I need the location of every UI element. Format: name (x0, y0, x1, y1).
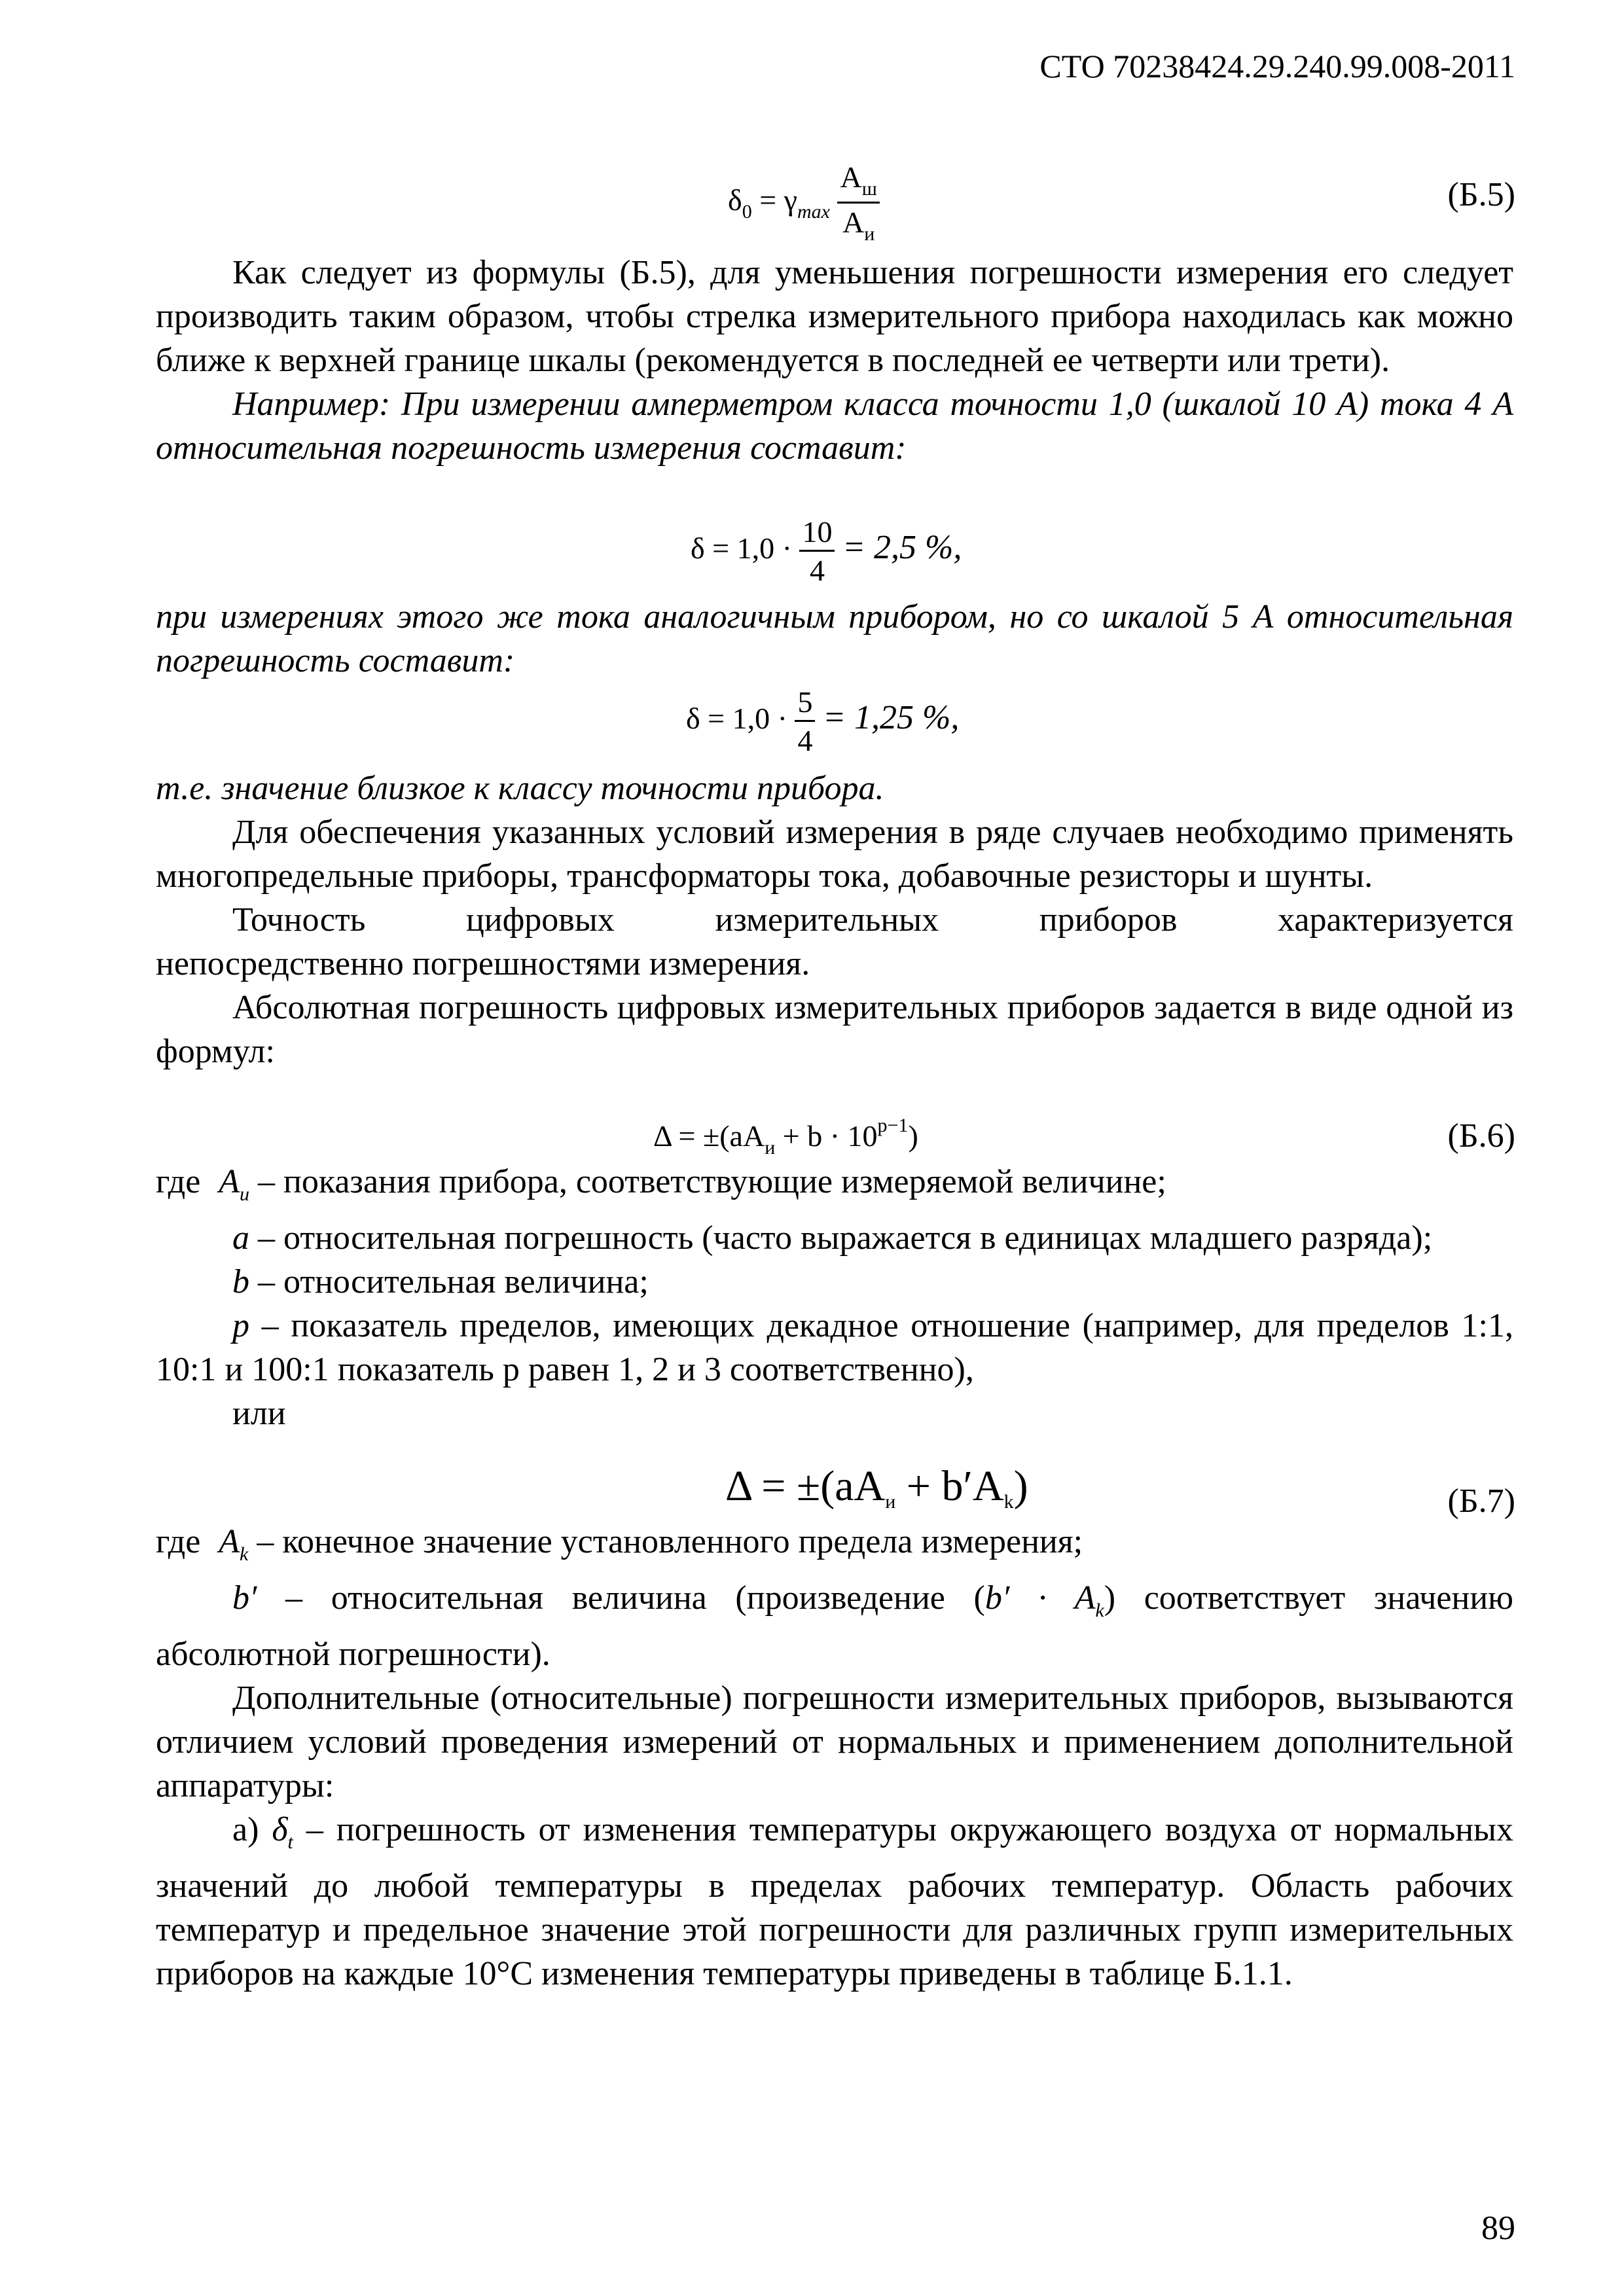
paragraph: Как следует из формулы (Б.5), для уменьшения погрешности измерения его следует производить таким образом, чтобы стрелка измерительного прибора находилась как можно ближе к верхней границе шкалы (рекомендуется в последней ее четверти или трети). (156, 254, 1513, 379)
paragraph-block-1 (156, 251, 1513, 470)
formula-b5: $\delta_0 = \gamma_{max}$ $\frac{А_ш}{А_и}$ (728, 162, 880, 244)
paragraph: Дополнительные (относительные) погрешности измерительных приборов, вызываются отличием условий проведения измерений от нормальных и применением дополнительной аппаратуры: (156, 1679, 1513, 1804)
equation-number-b7: (Б.7) (1447, 1482, 1515, 1520)
definitions-block-2 (156, 1520, 1513, 1996)
formula-b7: $\Delta = \pm(aA_и + b'A_k)$ (725, 1462, 1028, 1513)
paragraph-block-2 (156, 595, 1513, 683)
definition-a: a – относительная погрешность (часто выражается в единицах младшего разряда); (232, 1219, 1433, 1257)
formula-b6: $\Delta = \pm(aA_и + b \cdot 10^{p-1})$ (653, 1115, 918, 1158)
paragraph-temperature: а) $\delta_t$ – погрешность от изменения температуры окружающего воздуха от нормальных значений до любой температуры в пределах рабочих температур. Область рабочих температур и предельное значение этой погрешности для различных групп измерительных приборов на каждые 10°С изменения температуры приведены в таблице Б.1.1. (156, 1811, 1513, 1992)
fraction: $\frac{А_ш}{А_и}$ (837, 162, 879, 244)
paragraph-first-line: Точность цифровых измерительных приборов характеризуется (232, 901, 1513, 939)
or-word: или (232, 1395, 286, 1432)
example-paragraph: при измерениях этого же тока аналогичным прибором, но со шкалой 5 А относительная погрешность составит: (156, 598, 1513, 679)
definition-where: где $A_и$ – показания прибора, соответствующие измеряемой величине; (156, 1163, 1166, 1205)
definition-b-prime: b′ – относительная величина (произведение $(b' \cdot A_k)$ соответствует значению абсолютной погрешности). (156, 1579, 1513, 1673)
paragraph-continuation: непосредственно погрешностями измерения. (156, 945, 810, 982)
definition-p: p – показатель пределов, имеющих декадное отношение (например, для пределов 1:1, 10:1 и 100:1 показатель р равен 1, 2 и 3 соответственно), (156, 1307, 1513, 1388)
example-formula-1: δ = 1,0 · $\frac{10}{4}$ = 2,5 %, (691, 515, 962, 587)
example-paragraph: Например: При измерении амперметром класса точности 1,0 (шкалой 10 А) тока 4 А относительная погрешность измерения составит: (156, 386, 1513, 467)
equation-number-b5: (Б.5) (1447, 176, 1515, 213)
paragraph: Для обеспечения указанных условий измерения в ряде случаев необходимо применять многопредельные приборы, трансформаторы тока, добавочные резисторы и шунты. (156, 814, 1513, 895)
paragraph: Абсолютная погрешность цифровых измерительных приборов задается в виде одной из формул: (156, 989, 1513, 1070)
document-code: СТО 70238424.29.240.99.008-2011 (1039, 48, 1515, 84)
definition-where-k: где $A_k$ – конечное значение установленного предела измерения; (156, 1523, 1083, 1565)
example-formula-2: δ = 1,0 · $\frac{5}{4}$ = 1,25 %, (686, 685, 960, 757)
definition-b: b – относительная величина; (232, 1263, 649, 1300)
definitions-block-1 (156, 1160, 1513, 1435)
equation-number-b6: (Б.6) (1447, 1117, 1515, 1155)
paragraph-block-3 (156, 766, 1513, 1073)
example-paragraph: т.е. значение близкое к классу точности прибора. (156, 770, 884, 807)
page-number: 89 (1481, 2210, 1515, 2247)
